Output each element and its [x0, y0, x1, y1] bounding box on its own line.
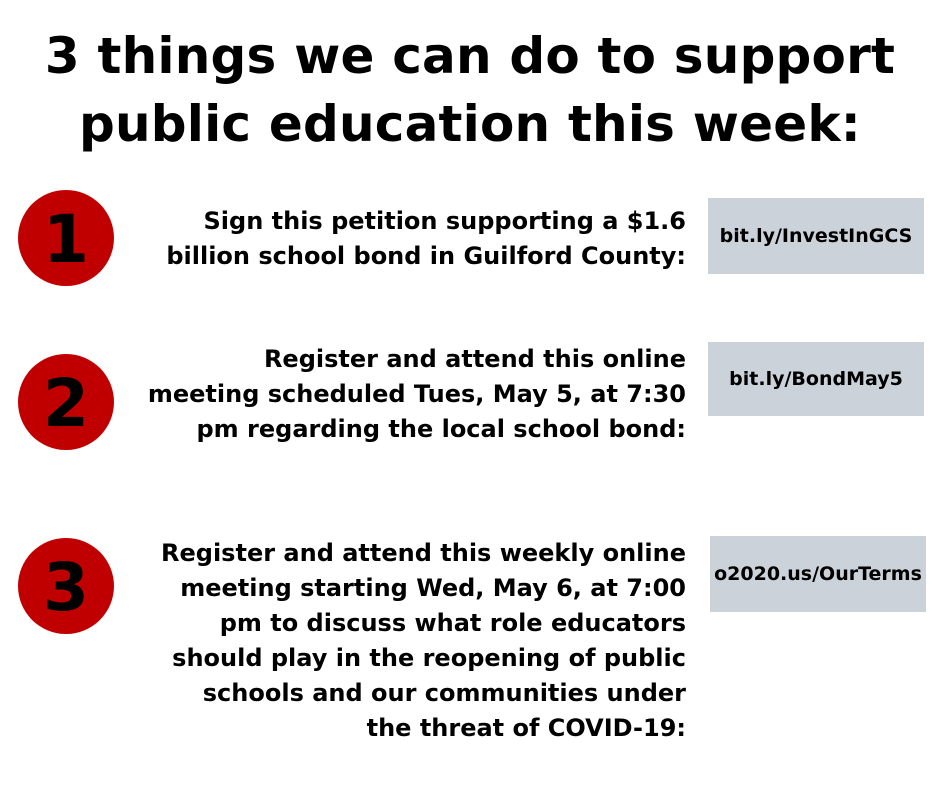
step-3-line-5: schools and our communities under: [202, 679, 686, 707]
step-3-link[interactable]: [710, 536, 926, 612]
step-1-number: 1: [43, 201, 89, 278]
step-2-line-3: pm regarding the local school bond:: [196, 415, 686, 443]
step-3-number-badge: [18, 538, 114, 634]
title-line-2: public education this week:: [78, 95, 862, 153]
step-1-line-1: Sign this petition supporting a $1.6: [203, 207, 686, 235]
step-3-line-3: pm to discuss what role educators: [219, 609, 686, 637]
step-1-link[interactable]: [708, 198, 924, 274]
step-3-description: [161, 536, 686, 746]
step-1-description: [166, 204, 686, 274]
step-2-link[interactable]: [708, 342, 924, 416]
step-3-line-2: meeting starting Wed, May 6, at 7:00: [180, 574, 686, 602]
step-1-number-badge: [18, 190, 114, 286]
title-line-1: 3 things we can do to support: [44, 27, 896, 85]
step-3-line-6: the threat of COVID-19:: [366, 714, 686, 742]
step-1-line-2: billion school bond in Guilford County:: [166, 242, 686, 270]
step-3-line-1: Register and attend this weekly online: [161, 539, 686, 567]
page-title: [0, 22, 940, 158]
step-1-link-text[interactable]: bit.ly/InvestInGCS: [719, 225, 913, 247]
step-2-link-text[interactable]: bit.ly/BondMay5: [729, 368, 903, 390]
step-2-number: 2: [43, 365, 89, 442]
step-2-description: [148, 342, 686, 447]
step-2-line-2: meeting scheduled Tues, May 5, at 7:30: [147, 380, 686, 408]
step-3-line-4: should play in the reopening of public: [172, 644, 686, 672]
step-2-number-badge: [18, 354, 114, 450]
step-3-number: 3: [43, 549, 89, 626]
step-3-link-text[interactable]: o2020.us/OurTerms: [714, 563, 922, 585]
step-2-line-1: Register and attend this online: [263, 345, 686, 373]
